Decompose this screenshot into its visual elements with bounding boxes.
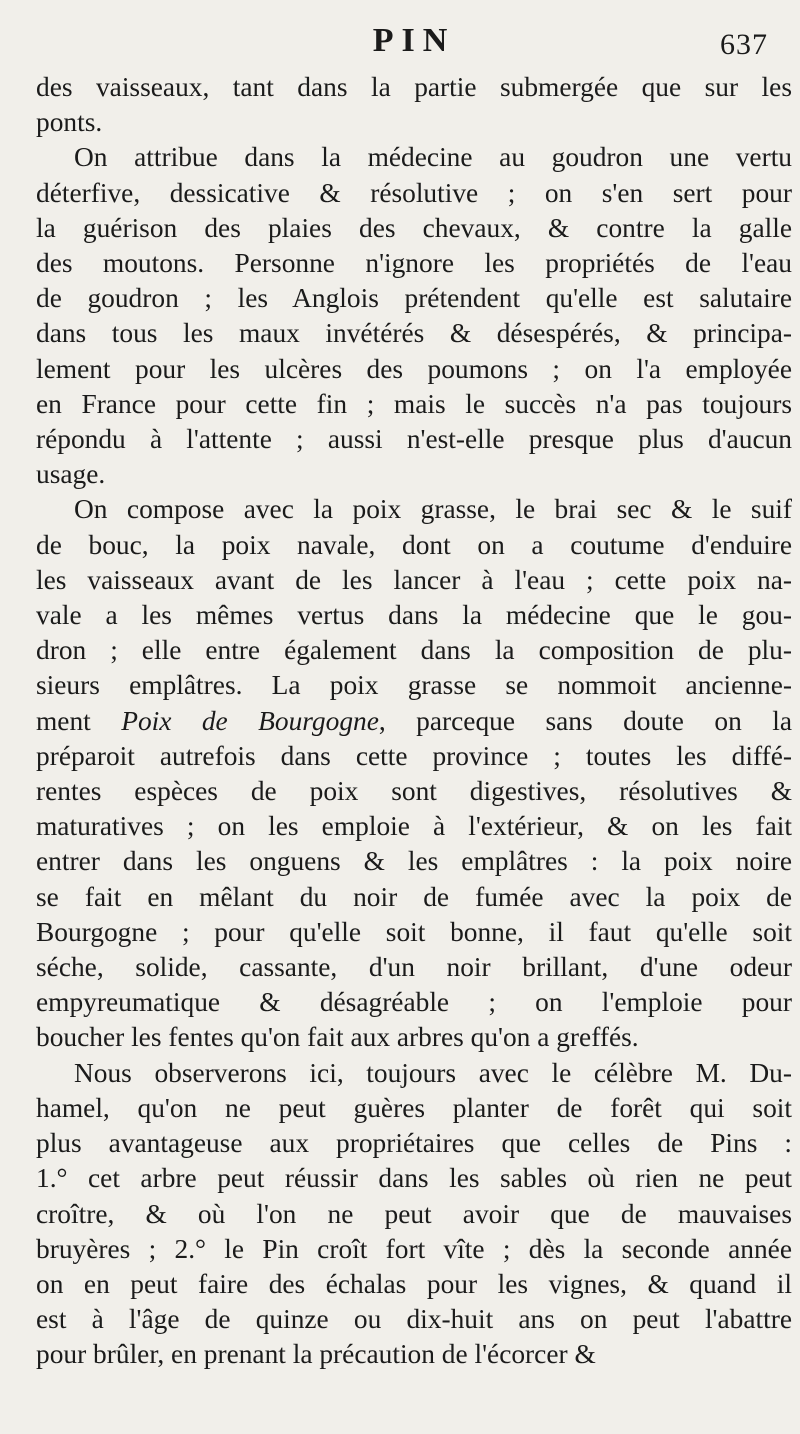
text-line: préparoit autrefois dans cette province ; toutes les diffé-	[36, 740, 792, 771]
paragraph-p3	[36, 492, 792, 1055]
page-number: 637	[720, 28, 768, 61]
text-line: On compose avec la poix grasse, le brai sec & le suif	[74, 494, 792, 525]
text-line: de goudron ; les Anglois prétendent qu'elle est salutaire	[36, 283, 792, 314]
text-line: de bouc, la poix navale, dont on a coutume d'enduire	[36, 529, 792, 560]
paragraph-p2	[36, 140, 792, 492]
text-line: usage.	[36, 459, 106, 490]
text-line: on en peut faire des échalas pour les vignes, & quand il	[36, 1268, 792, 1299]
text-line: en France pour cette fin ; mais le succès n'a pas toujours	[36, 388, 792, 419]
text-line: déterfive, dessicative & résolutive ; on s'en sert pour	[36, 177, 792, 208]
text-line: lement pour les ulcères des poumons ; on l'a employée	[36, 353, 792, 384]
paragraph-p4	[36, 1056, 792, 1373]
text-line: vale a les mêmes vertus dans la médecine que le gou-	[36, 600, 792, 631]
text-line: Nous observerons ici, toujours avec le célèbre M. Du-	[74, 1057, 792, 1088]
page-header	[36, 0, 792, 70]
text-line: boucher les fentes qu'on fait aux arbres qu'on a greffés.	[36, 1022, 639, 1053]
text-line: croître, & où l'on ne peut avoir que de mauvaises	[36, 1198, 792, 1229]
text-line: séche, solide, cassante, d'un noir brillant, d'une odeur	[36, 952, 792, 983]
text-line: se fait en mêlant du noir de fumée avec la poix de	[36, 881, 792, 912]
text-line: hamel, qu'on ne peut guères planter de forêt qui soit	[36, 1092, 792, 1123]
body-text	[36, 70, 792, 1373]
text-line: sieurs emplâtres. La poix grasse se nommoit ancienne-	[36, 670, 792, 701]
text-line: pour brûler, en prenant la précaution de l'écorcer &	[36, 1339, 596, 1370]
text-line: la guérison des plaies des chevaux, & contre la galle	[36, 212, 792, 243]
text-line: maturatives ; on les emploie à l'extérieur, & on les fait	[36, 811, 792, 842]
text-line: plus avantageuse aux propriétaires que celles de Pins :	[36, 1128, 792, 1159]
text-line: On attribue dans la médecine au goudron une vertu	[74, 142, 792, 173]
paragraph-p1	[36, 70, 792, 140]
text-line: dans tous les maux invétérés & désespérés, & principa-	[36, 318, 792, 349]
text-line: 1.° cet arbre peut réussir dans les sables où rien ne peut	[36, 1163, 792, 1194]
text-line: dron ; elle entre également dans la composition de plu-	[36, 635, 792, 666]
text-line: rentes espèces de poix sont digestives, résolutives &	[36, 776, 792, 807]
text-line: entrer dans les onguens & les emplâtres : la poix noire	[36, 846, 792, 877]
text-line: empyreumatique & désagréable ; on l'emploie pour	[36, 987, 792, 1018]
text-line: ment Poix de Bourgogne, parceque sans doute on la	[36, 705, 792, 736]
text-line: est à l'âge de quinze ou dix-huit ans on peut l'abattre	[36, 1304, 792, 1335]
text-line: bruyères ; 2.° le Pin croît fort vîte ; dès la seconde année	[36, 1233, 792, 1264]
text-line: les vaisseaux avant de les lancer à l'eau ; cette poix na-	[36, 564, 792, 595]
running-title: PIN	[372, 22, 456, 59]
text-line: ponts.	[36, 107, 103, 138]
text-line: des vaisseaux, tant dans la partie submergée que sur les	[36, 72, 792, 102]
text-line: Bourgogne ; pour qu'elle soit bonne, il faut qu'elle soit	[36, 916, 792, 947]
text-line: répondu à l'attente ; aussi n'est-elle presque plus d'aucun	[36, 424, 792, 455]
text-line: des moutons. Personne n'ignore les propriétés de l'eau	[36, 248, 792, 279]
